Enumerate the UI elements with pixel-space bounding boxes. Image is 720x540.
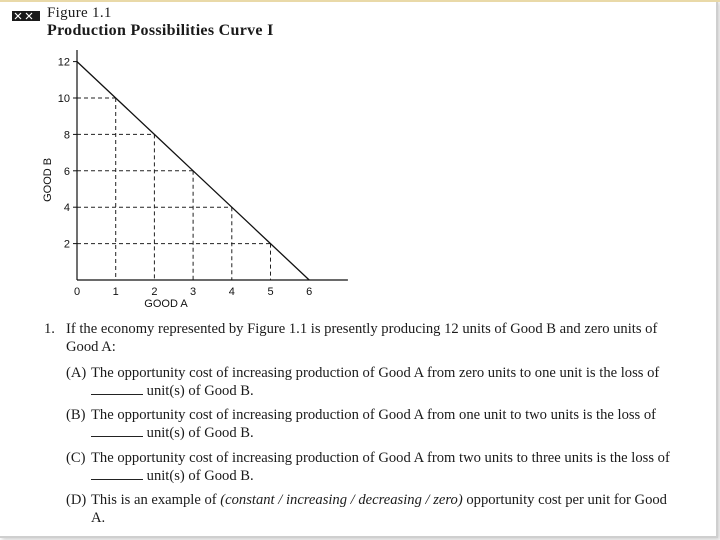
- question-1: [44, 320, 684, 356]
- option-text: The opportunity cost of increasing production of Good A from zero units to one unit is the loss of: [91, 365, 660, 381]
- answer-blank[interactable]: [91, 467, 143, 480]
- option-text-tail: unit(s) of Good B.: [146, 468, 254, 484]
- x-axis-label: GOOD A: [144, 298, 188, 310]
- x-tick-label: 3: [190, 286, 197, 298]
- option-d: [66, 491, 676, 527]
- figure-label: Figure 1.1: [47, 5, 112, 21]
- option-text-tail: unit(s) of Good B.: [146, 425, 254, 441]
- option-b: [66, 406, 676, 442]
- top-rule: [0, 0, 720, 2]
- option-letter: (C): [66, 450, 86, 466]
- option-text-tail: opportunity cost per unit for Good A.: [91, 492, 667, 526]
- x-tick-label: 4: [228, 286, 235, 298]
- option-letter: (B): [66, 407, 86, 423]
- y-tick-label: 8: [63, 129, 70, 142]
- option-c: [66, 449, 676, 485]
- option-letter: (A): [66, 365, 87, 381]
- y-tick-label: 12: [57, 56, 70, 69]
- question-stem: If the economy represented by Figure 1.1 is presently producing 12 units of Good B and zero units of Good A:: [66, 321, 658, 355]
- answer-blank[interactable]: [91, 424, 143, 437]
- y-axis-label: GOOD B: [42, 157, 54, 202]
- question-number: 1.: [44, 321, 55, 337]
- option-choices[interactable]: (constant / increasing / decreasing / zero): [220, 492, 463, 508]
- option-text: The opportunity cost of increasing production of Good A from two units to three units is the loss of: [91, 450, 670, 466]
- figure-marker-icon: [12, 11, 40, 21]
- x-tick-label: 6: [306, 286, 313, 298]
- figure-title: Production Possibilities Curve I: [47, 22, 274, 39]
- option-a: [66, 364, 676, 400]
- guide-lines: [77, 98, 271, 280]
- option-text-tail: unit(s) of Good B.: [146, 383, 254, 399]
- x-tick-label: 1: [112, 286, 119, 298]
- axis-ticks: [58, 57, 313, 298]
- option-text: This is an example of: [91, 492, 217, 508]
- y-tick-label: 6: [63, 165, 70, 178]
- y-tick-label: 2: [63, 238, 70, 251]
- x-tick-label: 2: [151, 286, 158, 298]
- option-text: The opportunity cost of increasing production of Good A from one unit to two units is the loss of: [91, 407, 657, 423]
- ppc-chart: [40, 50, 370, 314]
- x-tick-label: 0: [73, 286, 81, 298]
- answer-blank[interactable]: [91, 382, 143, 395]
- x-tick-label: 5: [267, 286, 274, 298]
- ppc-series-line: [77, 62, 309, 280]
- y-tick-label: 10: [57, 93, 70, 105]
- y-tick-label: 4: [63, 202, 70, 215]
- option-letter: (D): [66, 492, 87, 508]
